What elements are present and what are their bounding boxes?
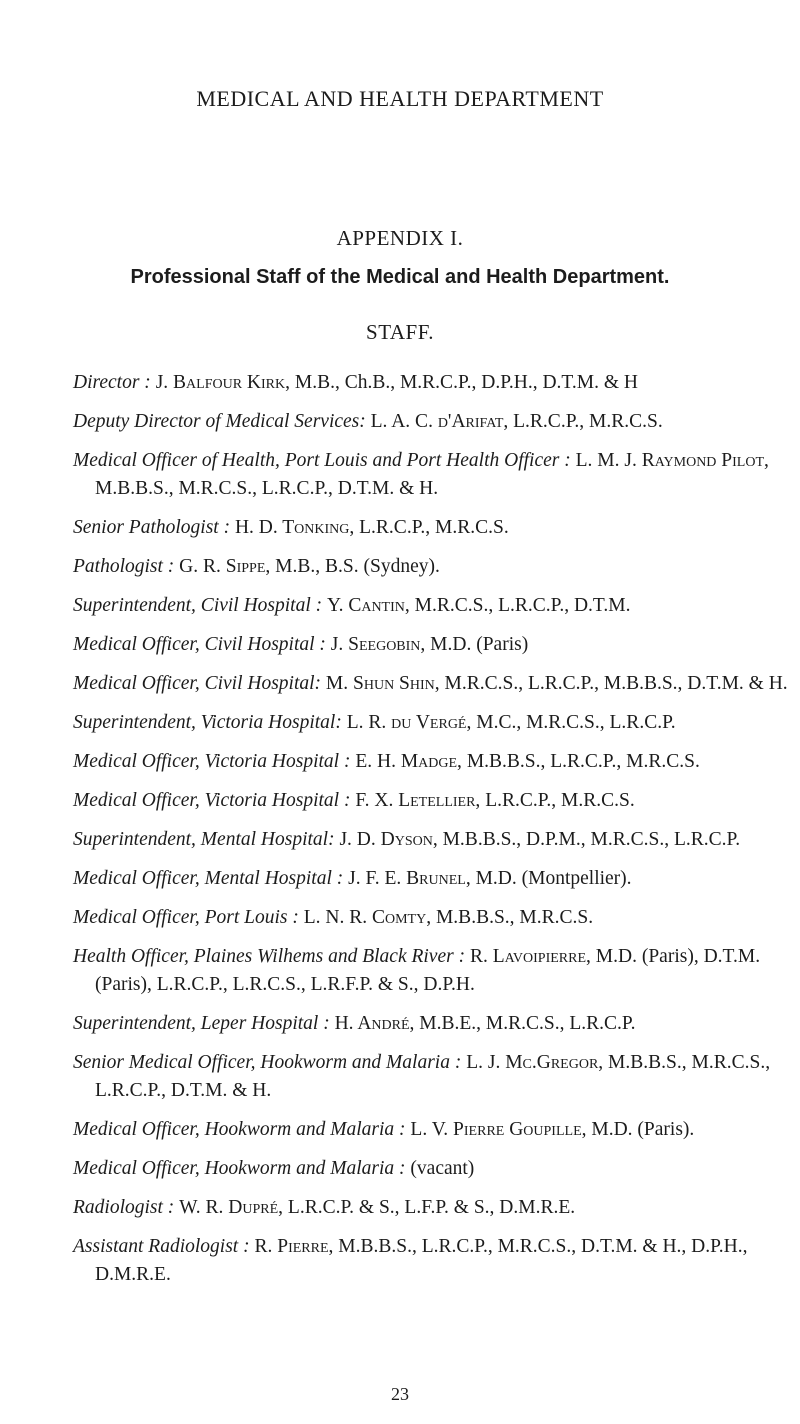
staff-entry — [73, 826, 793, 854]
staff-role: Senior Medical Officer, Hookworm and Malaria : — [73, 1052, 462, 1073]
staff-qualifications: M.D. (Paris) — [430, 634, 529, 655]
staff-entry — [73, 1194, 793, 1222]
staff-name: J. D. Dyson, — [339, 829, 438, 850]
staff-qualifications: L.R.C.P., M.R.C.S. — [485, 790, 635, 811]
staff-name: L. M. J. Raymond Pilot, — [575, 450, 769, 471]
staff-role: Medical Officer, Victoria Hospital : — [73, 751, 351, 772]
staff-qualifications: M.D. (Montpellier). — [475, 868, 632, 889]
staff-role: Director : — [73, 372, 151, 393]
staff-name: R. Lavoipierre, — [469, 946, 591, 967]
staff-name: J. Seegobin, — [330, 634, 426, 655]
staff-qualifications: M.C., M.R.C.S., L.R.C.P. — [476, 712, 676, 733]
staff-qualifications: M.R.C.S., L.R.C.P., M.B.B.S., D.T.M. & H. — [444, 673, 788, 694]
staff-entry — [73, 865, 793, 893]
staff-qualifications: L.R.C.P., M.R.C.S. — [513, 411, 663, 432]
staff-name: L. A. C. d'Arifat, — [370, 411, 509, 432]
staff-entry — [73, 631, 793, 659]
staff-entry — [73, 1155, 793, 1183]
staff-role: Medical Officer, Victoria Hospital : — [73, 790, 351, 811]
staff-name: H. D. Tonking, — [234, 517, 355, 538]
staff-qualifications: M.B.B.S., D.P.M., M.R.C.S., L.R.C.P. — [442, 829, 741, 850]
appendix-heading: APPENDIX I. — [336, 226, 464, 250]
staff-list — [73, 369, 793, 1300]
staff-name: G. R. Sippe, — [179, 556, 271, 577]
staff-qualifications: M.D. (Paris). — [591, 1119, 695, 1140]
staff-role: Medical Officer, Mental Hospital : — [73, 868, 344, 889]
staff-qualifications: M.B., Ch.B., M.R.C.P., D.P.H., D.T.M. & H — [294, 372, 638, 393]
staff-role: Medical Officer, Hookworm and Malaria : — [73, 1119, 406, 1140]
staff-role: Medical Officer, Hookworm and Malaria : — [73, 1158, 406, 1179]
staff-entry — [73, 1116, 793, 1144]
staff-entry — [73, 943, 793, 999]
staff-role: Deputy Director of Medical Services: — [73, 411, 366, 432]
staff-qualifications: (vacant) — [410, 1158, 475, 1179]
staff-qualifications: L.R.C.P., M.R.C.S. — [359, 517, 509, 538]
staff-role: Health Officer, Plaines Wilhems and Black River : — [73, 946, 466, 967]
staff-role: Superintendent, Civil Hospital : — [73, 595, 323, 616]
staff-role: Pathologist : — [73, 556, 175, 577]
staff-qualifications: M.B., B.S. (Sydney). — [275, 556, 440, 577]
staff-name: J. Balfour Kirk, — [155, 372, 290, 393]
staff-role: Medical Officer, Civil Hospital: — [73, 673, 322, 694]
staff-name: F. X. Letellier, — [355, 790, 481, 811]
staff-entry — [73, 904, 793, 932]
staff-role: Superintendent, Victoria Hospital: — [73, 712, 342, 733]
staff-entry — [73, 553, 793, 581]
staff-entry — [73, 787, 793, 815]
staff-qualifications: M.R.C.S., L.R.C.P., D.T.M. — [414, 595, 631, 616]
staff-qualifications: M.B.B.S., L.R.C.P., M.R.C.S., D.T.M. & H., D.P.H., D.M.R.E. — [95, 1236, 748, 1285]
staff-entry — [73, 369, 793, 397]
staff-entry — [73, 408, 793, 436]
staff-role: Superintendent, Leper Hospital : — [73, 1013, 330, 1034]
running-title: MEDICAL AND HEALTH DEPARTMENT — [196, 86, 604, 111]
staff-entry — [73, 748, 793, 776]
staff-name: H. André, — [334, 1013, 415, 1034]
staff-entry — [73, 1049, 793, 1105]
section-heading: STAFF. — [366, 320, 434, 344]
staff-role: Superintendent, Mental Hospital: — [73, 829, 335, 850]
staff-qualifications: M.B.B.S., L.R.C.P., M.R.C.S. — [466, 751, 700, 772]
staff-entry — [73, 592, 793, 620]
staff-name: R. Pierre, — [254, 1236, 334, 1257]
staff-name: L. J. Mc.Gregor, — [466, 1052, 604, 1073]
staff-entry — [73, 670, 793, 698]
staff-role: Senior Pathologist : — [73, 517, 231, 538]
staff-name: L. R. du Vergé, — [346, 712, 472, 733]
staff-name: L. V. Pierre Goupille, — [410, 1119, 587, 1140]
staff-role: Radiologist : — [73, 1197, 175, 1218]
staff-name: J. F. E. Brunel, — [348, 868, 471, 889]
staff-entry — [73, 709, 793, 737]
staff-name: L. N. R. Comty, — [303, 907, 432, 928]
staff-qualifications: L.R.C.P. & S., L.F.P. & S., D.M.R.E. — [287, 1197, 576, 1218]
staff-role: Medical Officer, Port Louis : — [73, 907, 299, 928]
staff-name: Y. Cantin, — [327, 595, 410, 616]
staff-name: W. R. Dupré, — [179, 1197, 284, 1218]
staff-name: M. Shun Shin, — [325, 673, 440, 694]
staff-qualifications: M.B.B.S., M.R.C.S., L.R.C.P., D.T.M. & H. — [95, 478, 439, 499]
staff-role: Medical Officer of Health, Port Louis and Port Health Officer : — [73, 450, 571, 471]
document-subtitle: Professional Staff of the Medical and Health Department. — [130, 266, 670, 288]
staff-entry — [73, 1233, 793, 1289]
staff-entry — [73, 447, 793, 503]
staff-qualifications: M.B.B.S., M.R.C.S., L.R.C.P., D.T.M. & H. — [95, 1052, 771, 1101]
staff-entry — [73, 1010, 793, 1038]
page-number: 23 — [391, 1384, 409, 1404]
staff-qualifications: M.B.B.S., M.R.C.S. — [435, 907, 594, 928]
staff-role: Assistant Radiologist : — [73, 1236, 250, 1257]
staff-name: E. H. Madge, — [355, 751, 462, 772]
staff-entry — [73, 514, 793, 542]
staff-qualifications: M.B.E., M.R.C.S., L.R.C.P. — [419, 1013, 636, 1034]
staff-qualifications: M.D. (Paris), D.T.M. (Paris), L.R.C.P., L.R.C.S., L.R.F.P. & S., D.P.H. — [95, 946, 761, 995]
staff-role: Medical Officer, Civil Hospital : — [73, 634, 326, 655]
